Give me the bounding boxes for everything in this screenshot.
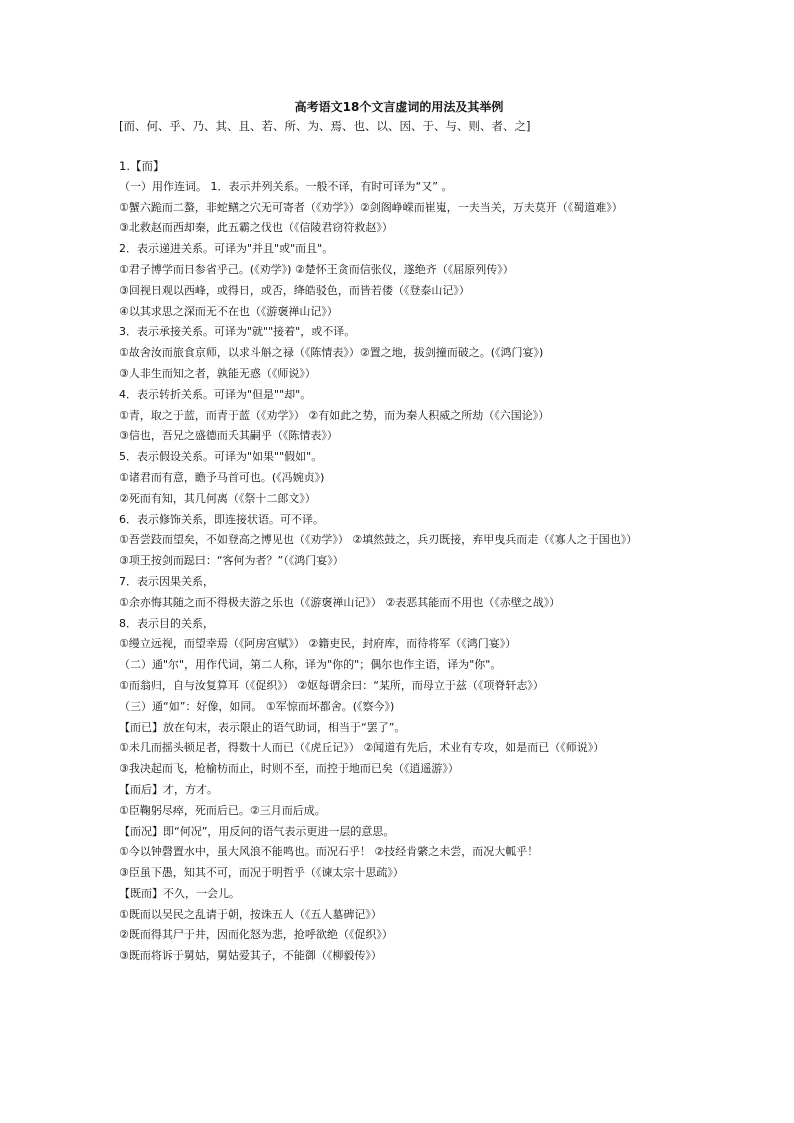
example-line: ②既而得其尸于井，因而化怒为悲，抢呼欲绝（《促织》） (119, 928, 393, 942)
text-line: 【而后】才，方才。 (119, 782, 218, 796)
example-line: ①故舍汝而旅食京师，以求斗斛之禄（《陈情表》）②置之地，拔剑撞而破之。(《鸿门宴》) (119, 346, 544, 360)
example-line: ③臣虽下愚，知其不可，而况于明哲乎（《谏太宗十思疏》） (119, 866, 404, 880)
text-line: 2．表示递进关系。可译为"并且"或"而且"。 (119, 242, 334, 256)
text-line: 【既而】不久，一会儿。 (119, 886, 240, 900)
example-line: ③人非生而知之者，孰能无惑（《师说》） (119, 366, 316, 380)
example-line: ①缦立远视，而望幸焉（《阿房宫赋》） ②籍吏民，封府库，而待将军（《鸿门宴》） (119, 637, 517, 651)
example-line: ①既而以吴民之乱请于朝，按诛五人（《五人墓碑记》） (119, 907, 382, 921)
example-line: ①余亦悔其随之而不得极夫游之乐也（《游褒禅山记》） ②表恶其能而不用也（《赤壁之战》） (119, 595, 561, 609)
text-line: 7．表示因果关系， (119, 574, 214, 588)
text-line: （二）通"尔"，用作代词，第二人称，译为"你的"；偶尔也作主语，译为"你"。 (119, 658, 502, 672)
example-line: ③北救赵而西却秦，此五霸之伐也（《信陵君窃符救赵》） (119, 221, 393, 235)
example-line: ①臣鞠躬尽瘁，死而后已。②三月而后成。 (119, 803, 326, 817)
spacer (119, 136, 679, 156)
text-line: 【而已】放在句末，表示限止的语气助词，相当于“罢了”。 (119, 720, 406, 734)
example-line: ①君子博学而日参省乎己。(《劝学》) ②楚怀王贪而信张仪，遂绝齐（《屈原列传》） (119, 262, 514, 276)
text-line: 6．表示修饰关系，即连接状语。可不译。 (119, 512, 324, 526)
example-line: ④以其求思之深而无不在也（《游褒禅山记》） (119, 304, 338, 318)
example-line: ③信也，吾兄之盛德而夭其嗣乎（《陈情表》） (119, 429, 338, 443)
text-line: 【而况】即“何况”，用反问的语气表示更进一层的意思。 (119, 824, 395, 838)
example-line: ①蟹六跪而二螯，非蛇鳝之穴无可寄者（《劝学》）②剑阁峥嵘而崔嵬，一夫当关，万夫莫开（《蜀道难》） (119, 200, 623, 214)
text-line: （三）通“如”：好像，如同。 ①军惊而坏都舍。(《察今》) (119, 699, 395, 713)
example-line: ③我决起而飞，枪榆枋而止，时则不至，而控于地而已矣（《逍遥游》） (119, 762, 459, 776)
example-line: ①青，取之于蓝，而青于蓝（《劝学》） ②有如此之势，而为秦人积威之所劫（《六国论》） (119, 408, 550, 422)
example-line: ①今以钟磬置水中，虽大风浪不能鸣也。而况石乎！ ②技经肯綮之未尝，而况大軱乎！ (119, 845, 539, 859)
example-line: ③回视日观以西峰，或得日，或否，绛皓驳色，而皆若偻（《登泰山记》） (119, 283, 470, 297)
example-line: ①未几而摇头顿足者，得数十人而已（《虎丘记》） ②闻道有先后，术业有专攻，如是而已（《师说》） (119, 741, 605, 755)
document-title: 高考语文18个文言虚词的用法及其举例 (294, 100, 504, 114)
example-line: ①而翁归，自与汝复算耳（《促织》） ②妪每谓余曰：“某所，而母立于兹（《项脊轩志》） (119, 678, 544, 692)
example-line: ①诸君而有意，瞻予马首可也。(《冯婉贞》) (119, 470, 325, 484)
example-line: ①吾尝跂而望矣，不如登高之博见也（《劝学》） ②填然鼓之，兵刃既接，弃甲曳兵而走（《寡人之于国也》） (119, 533, 638, 547)
document-subtitle: [而、何、乎、乃、其、且、若、所、为、焉、也、以、因、于、与、则、者、之] (119, 119, 531, 133)
example-line: ③项王按剑而跽曰：“客何为者？”（《鸿门宴》） (119, 554, 344, 568)
text-line: 4．表示转折关系。可译为"但是""却"。 (119, 387, 312, 401)
text-line: （一）用作连词。 1．表示并列关系。一般不译，有时可译为“又” 。 (119, 179, 453, 193)
text-line: 8．表示目的关系， (119, 616, 214, 630)
example-line: ③既而将诉于舅姑，舅姑爱其子，不能御（《柳毅传》） (119, 949, 382, 963)
text-line: 3．表示承接关系。可译为"就""接着"，或不译。 (119, 325, 356, 339)
section-heading: 1.【而】 (119, 159, 165, 173)
document-page (119, 98, 679, 967)
example-line: ②死而有知，其几何离（《祭十二郎文》） (119, 491, 316, 505)
text-line: 5．表示假设关系。可译为"如果""假如"。 (119, 450, 323, 464)
